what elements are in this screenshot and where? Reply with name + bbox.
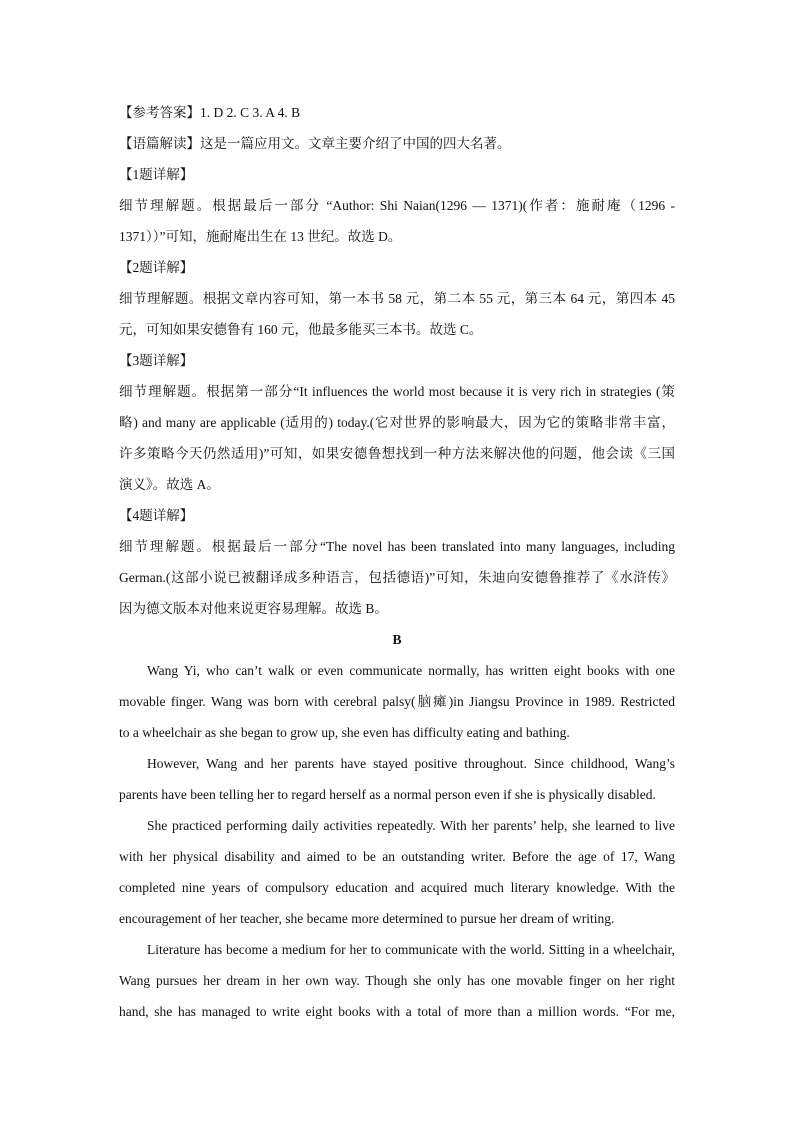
q3-explanation-line: 细节理解题。根据第一部分“It influences the world most because it is very rich in strategies (策 [119,384,675,399]
passage-line: completed nine years of compulsory education and acquired much literary knowledge. With the [119,880,675,895]
passage-paragraph [119,939,675,1032]
overview-line: 【语篇解读】这是一篇应用文。文章主要介绍了中国的四大名著。 [119,136,511,151]
passage-line: However, Wang and her parents have stayed positive throughout. Since childhood, Wang’s [147,756,675,771]
passage-paragraph [119,815,675,939]
q1-heading: 【1题详解】 [119,167,194,182]
passage-line: hand, she has managed to write eight books with a total of more than a million words. “For me, [119,1004,675,1019]
section-b-title: B [392,632,402,647]
q2-explanation-line: 细节理解题。根据文章内容可知，第一本书 58 元，第二本 55 元，第三本 64 元，第四本 45 [119,291,675,306]
passage-line: She practiced performing daily activities repeatedly. With her parents’ help, she learned to live [147,818,675,833]
q3-explanation-line: 许多策略今天仍然适用)”可知，如果安德鲁想找到一种方法来解决他的问题，他会读《三国 [119,446,675,461]
passage-line: encouragement of her teacher, she became more determined to pursue her dream of writing. [119,911,615,926]
passage-line: with her physical disability and aimed to be an outstanding writer. Before the age of 17, Wang [119,849,675,864]
passage-line: Wang pursues her dream in her own way. Though she only has one movable finger on her right [119,973,675,988]
q3-heading: 【3题详解】 [119,353,194,368]
passage-line: parents have been telling her to regard herself as a normal person even if she is physically disabled. [119,787,656,802]
q1-explanation-line: 1371））”可知，施耐庵出生在 13 世纪。故选 D。 [119,229,402,244]
answer-key-line: 【参考答案】1. D 2. C 3. A 4. B [119,105,301,120]
q3-explanation-line: 演义》。故选 A。 [119,477,220,492]
document-content [119,102,675,1032]
q4-explanation-line: 因为德文版本对他来说更容易理解。故选 B。 [119,601,388,616]
q2-heading: 【2题详解】 [119,260,194,275]
q4-explanation-line: 细节理解题。根据最后一部分“The novel has been translated into many languages, including [119,539,675,554]
passage-line: Wang Yi, who can’t walk or even communicate normally, has written eight books with one [147,663,675,678]
passage-paragraph [119,753,675,815]
passage-line: movable finger. Wang was born with cerebral palsy(脑瘫)in Jiangsu Province in 1989. Restricted [119,694,675,709]
q4-heading: 【4题详解】 [119,508,194,523]
q1-explanation-line: 细节理解题。根据最后一部分 “Author: Shi Naian(1296 — 1371)(作者：施耐庵（1296 - [119,198,675,213]
q2-explanation-line: 元，可知如果安德鲁有 160 元，他最多能买三本书。故选 C。 [119,322,483,337]
passage-paragraph [119,660,675,753]
passage-line: Literature has become a medium for her to communicate with the world. Sitting in a wheelchair, [147,942,675,957]
q4-explanation-line: German.(这部小说已被翻译成多种语言，包括德语)”可知，朱迪向安德鲁推荐了《水浒传》 [119,570,675,585]
passage-line: to a wheelchair as she began to grow up, she even has difficulty eating and bathing. [119,725,570,740]
q3-explanation-line: 略) and many are applicable (适用的) today.(它对世界的影响最大，因为它的策略非常丰富， [119,415,675,430]
